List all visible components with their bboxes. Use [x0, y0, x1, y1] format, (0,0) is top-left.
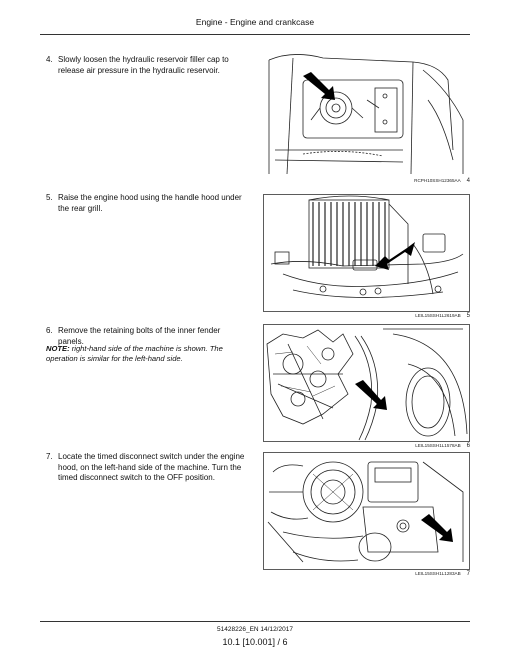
- figure-caption-7: [263, 571, 470, 577]
- figure-4-illustration: [263, 50, 470, 176]
- figure-5-illustration: [263, 194, 470, 312]
- footer-page-number: 10.1 [10.001] / 6: [222, 637, 288, 647]
- step-4: [46, 55, 246, 76]
- step-text: Raise the engine hood using the handle hood under the rear grill.: [58, 193, 242, 213]
- step-text: Remove the retaining bolts of the inner fender panels.: [58, 326, 221, 346]
- step-number: 5.: [46, 193, 53, 202]
- figure-number: 5: [466, 313, 470, 319]
- figure-timed-disconnect-switch: [263, 452, 470, 570]
- figure-number: 7: [466, 571, 470, 577]
- figure-caption-5: [263, 313, 470, 319]
- figure-engine-hood: [263, 194, 470, 312]
- step-number: 4.: [46, 55, 53, 64]
- note-label: NOTE:: [46, 344, 70, 353]
- figure-hydraulic-reservoir: [263, 50, 470, 176]
- page-header: Engine - Engine and crankcase: [195, 17, 315, 27]
- step-5: [46, 193, 246, 214]
- note: [46, 344, 246, 364]
- figure-inner-fender: [263, 324, 470, 442]
- figure-code: RCPH10SSH12365AA: [414, 178, 461, 183]
- footer-rule: [40, 621, 470, 622]
- figure-code: LEIL15SSH1L2619AB: [415, 313, 461, 318]
- header-rule: [40, 34, 470, 35]
- figure-caption-4: [263, 178, 470, 184]
- figure-code: LEIL15SSH1L1578AB: [415, 443, 461, 448]
- figure-6-illustration: [263, 324, 470, 442]
- figure-number: 4: [466, 178, 470, 184]
- step-7: [46, 452, 246, 484]
- figure-number: 6: [466, 443, 470, 449]
- step-number: 6.: [46, 326, 53, 335]
- note-text: right-hand side of the machine is shown. The operation is similar for the left-hand side.: [46, 344, 223, 363]
- step-text: Locate the timed disconnect switch under the engine hood, on the left-hand side of the machine. Turn the timed disconnect switch to the OFF position.: [58, 452, 245, 482]
- figure-code: LEIL15SSH1L1283AB: [415, 571, 461, 576]
- step-text: Slowly loosen the hydraulic reservoir filler cap to release air pressure in the hydraulic reservoir.: [58, 55, 229, 75]
- step-number: 7.: [46, 452, 53, 461]
- figure-7-illustration: [263, 452, 470, 570]
- figure-caption-6: [263, 443, 470, 449]
- footer-doc-code: 51428226_EN 14/12/2017: [217, 626, 293, 633]
